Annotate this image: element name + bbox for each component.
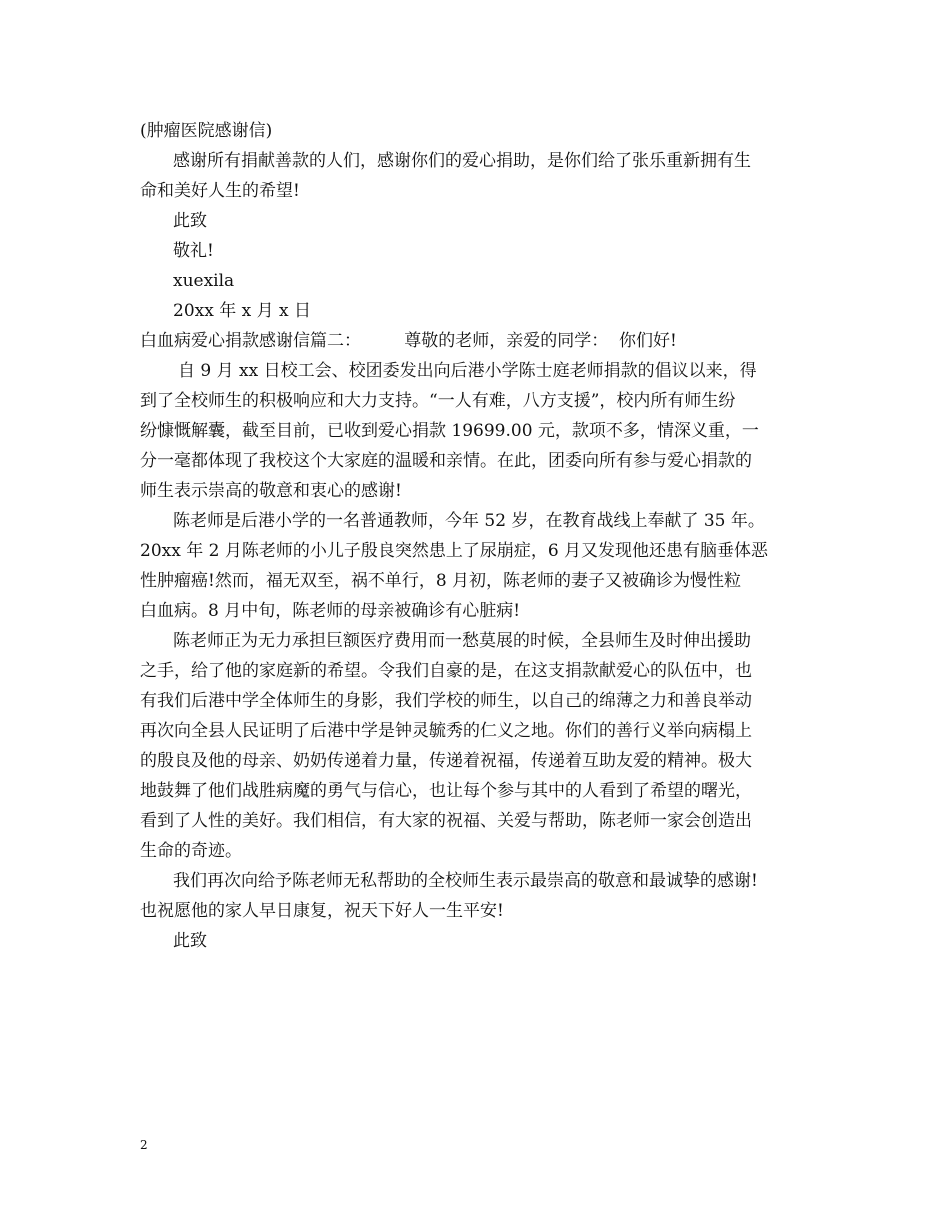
text-line: 的殷良及他的母亲、奶奶传递着力量，传递着祝福，传递着互助友爱的精神。极大 [140, 751, 752, 771]
text-line: 纷慷慨解囊，截至目前，已收到爱心捐款 19699.00 元，款项不多，情深义重，一 [140, 421, 759, 441]
text-line: 到了全校师生的积极响应和大力支持。“一人有难，八方支援”，校内所有师生纷 [140, 391, 736, 411]
text-line: 命和美好人生的希望! [140, 181, 300, 201]
text-line: 敬礼! [173, 241, 214, 261]
text-line: 陈老师是后港小学的一名普通教师，今年 52 岁，在教育战线上奉献了 35 年。 [173, 511, 765, 531]
text-line: (肿瘤医院感谢信) [140, 121, 273, 141]
text-line: 自 9 月 xx 日校工会、校团委发出向后港小学陈士庭老师捐款的倡议以来，得 [178, 361, 757, 381]
text-line: 地鼓舞了他们战胜病魔的勇气与信心，也让每个参与其中的人看到了希望的曙光， [140, 781, 752, 801]
text-line: 白血病。8 月中旬，陈老师的母亲被确诊有心脏病! [140, 601, 521, 621]
text-line: 感谢所有捐献善款的人们，感谢你们的爱心捐助，是你们给了张乐重新拥有生 [173, 151, 751, 171]
section-heading-line: 白血病爱心捐款感谢信篇二： 尊敬的老师，亲爱的同学： 你们好! [140, 331, 677, 351]
text-line: 生命的奇迹。 [140, 841, 242, 861]
page-number: 2 [140, 1138, 148, 1152]
text-line: 有我们后港中学全体师生的身影，我们学校的师生，以自己的绵薄之力和善良举动 [140, 691, 752, 711]
text-line: 分一毫都体现了我校这个大家庭的温暖和亲情。在此，团委向所有参与爱心捐款的 [140, 451, 752, 471]
text-line: 看到了人性的美好。我们相信，有大家的祝福、关爱与帮助，陈老师一家会创造出 [140, 811, 752, 831]
text-line: xuexila [173, 271, 235, 291]
text-line: 此致 [173, 931, 207, 951]
text-line: 性肿瘤癌!然而，福无双至，祸不单行，8 月初，陈老师的妻子又被确诊为慢性粒 [140, 571, 742, 591]
text-line: 再次向全县人民证明了后港中学是钟灵毓秀的仁义之地。你们的善行义举向病榻上 [140, 721, 752, 741]
text-line: 20xx 年 x 月 x 日 [173, 301, 312, 321]
text-line: 此致 [173, 211, 207, 231]
document-body [140, 116, 820, 956]
text-line: 我们再次向给予陈老师无私帮助的全校师生表示最崇高的敬意和最诚挚的感谢! [173, 871, 758, 891]
text-line: 之手，给了他的家庭新的希望。令我们自豪的是，在这支捐款献爱心的队伍中，也 [140, 661, 752, 681]
text-line: 也祝愿他的家人早日康复，祝天下好人一生平安! [140, 901, 504, 921]
text-line: 20xx 年 2 月陈老师的小儿子殷良突然患上了尿崩症，6 月又发现他还患有脑垂体恶 [140, 541, 769, 561]
text-line: 陈老师正为无力承担巨额医疗费用而一愁莫展的时候，全县师生及时伸出援助 [173, 631, 751, 651]
text-line: 师生表示崇高的敬意和衷心的感谢! [140, 481, 402, 501]
